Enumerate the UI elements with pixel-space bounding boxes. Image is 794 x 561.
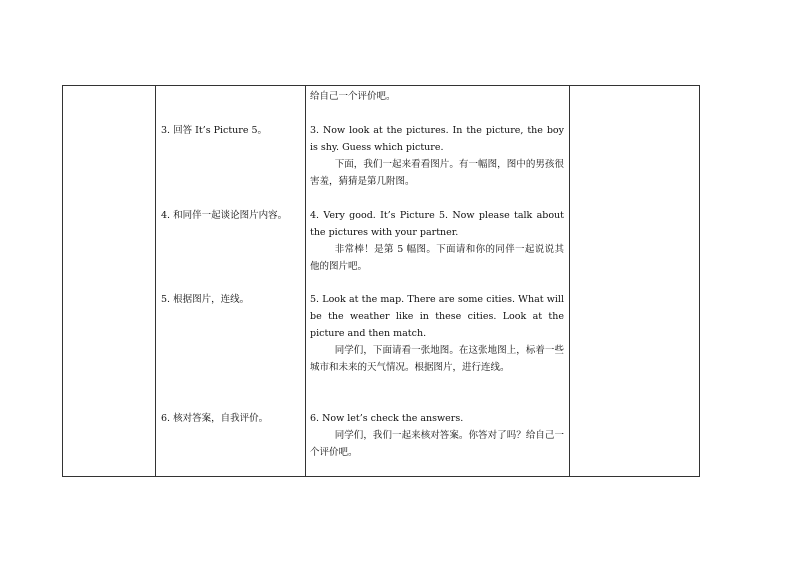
student-step-6: 6. 核对答案，自我评价。 [161, 413, 269, 424]
teacher-step-3-en: 3. Now look at the pictures. In the picture, the boy is shy. Guess which picture. [310, 125, 564, 153]
notes-cell [570, 86, 700, 477]
lesson-table [62, 85, 700, 477]
teacher-step-4-cn: 非常棒！是第 5 幅图。下面请和你的同伴一起说说其他的图片吧。 [310, 244, 564, 272]
teacher-activity-cell [306, 86, 570, 477]
teacher-top-line: 给自己一个评价吧。 [310, 91, 396, 102]
stage-cell [63, 86, 156, 477]
student-activity-cell [156, 86, 306, 477]
teacher-top-text [310, 88, 564, 105]
student-step-3: 3. 回答 It’s Picture 5。 [161, 125, 268, 136]
teacher-step-6-cn: 同学们，我们一起来核对答案。你答对了吗？给自己一个评价吧。 [310, 430, 564, 458]
teacher-step-4 [310, 207, 564, 275]
table-row [63, 86, 700, 477]
teacher-step-6-en: 6. Now let’s check the answers. [310, 413, 464, 424]
teacher-step-6 [310, 410, 564, 461]
teacher-step-3 [310, 122, 564, 190]
teacher-step-5-cn: 同学们，下面请看一张地图。在这张地图上，标着一些城市和未来的天气情况。根据图片，进行连线。 [310, 345, 564, 373]
teacher-step-4-en: 4. Very good. It’s Picture 5. Now please talk about the pictures with your partner. [310, 210, 564, 238]
student-step-4: 4. 和同伴一起谈论图片内容。 [161, 210, 288, 221]
teacher-step-3-cn: 下面，我们一起来看看图片。有一幅图，图中的男孩很害羞，猜猜是第几附图。 [310, 159, 564, 187]
student-step-5: 5. 根据图片，连线。 [161, 294, 250, 305]
teacher-step-5 [310, 291, 564, 376]
teacher-step-5-en: 5. Look at the map. There are some cities. What will be the weather like in these cities. Look at the picture and then match. [310, 294, 564, 339]
